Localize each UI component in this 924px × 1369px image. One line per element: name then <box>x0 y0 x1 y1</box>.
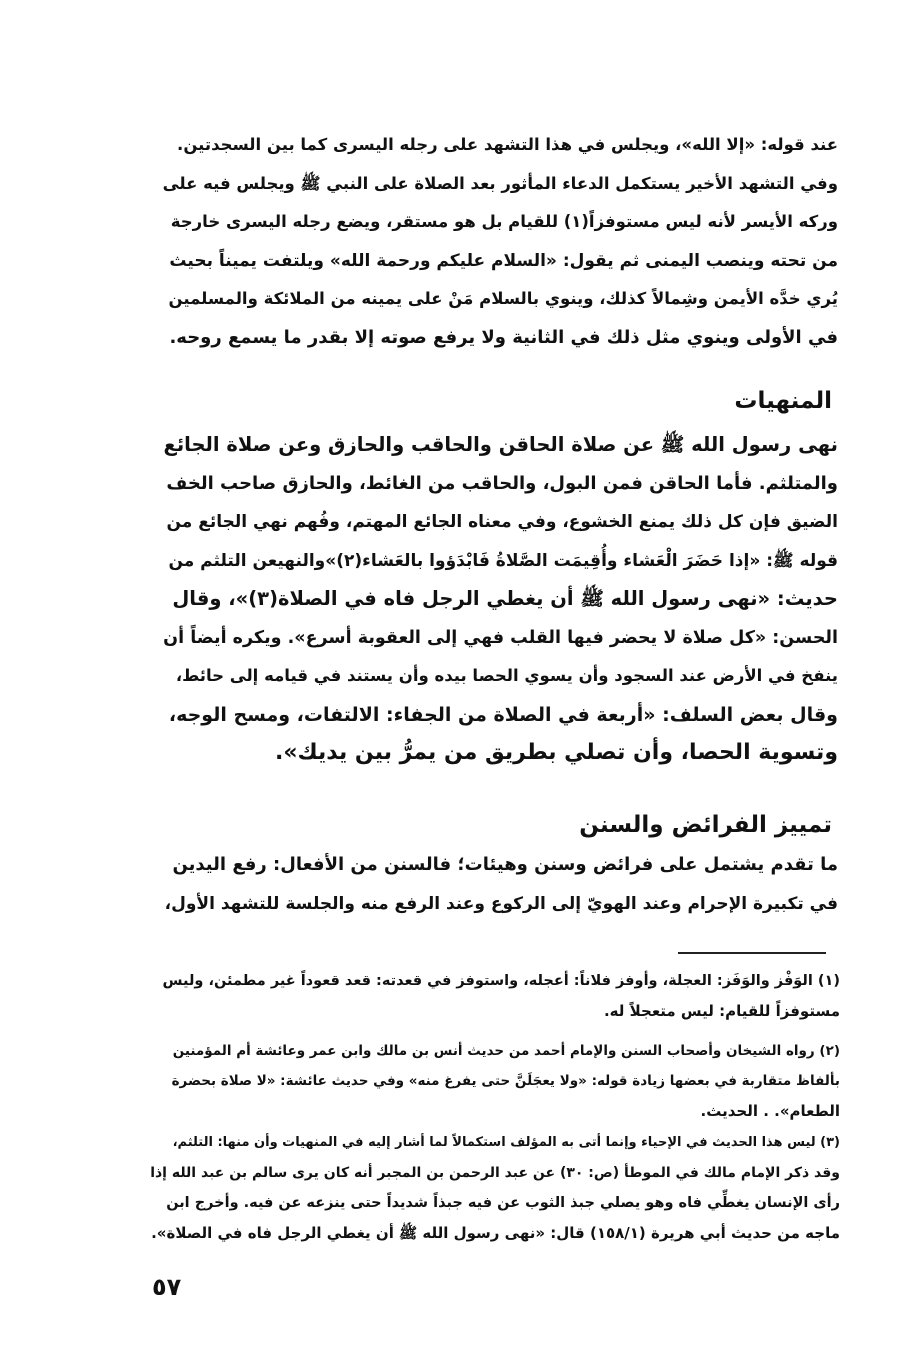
footnote-line: بألفاظ متقاربة في بعضها زيادة قوله: «ولا يعجَلَنَّ حتى يفرغ منه» وفي حديث عائشة: «لا صلاة بحضرة <box>171 1073 840 1089</box>
footnote-line: (٢) رواه الشيخان وأصحاب السنن والإمام أحمد من حديث أنس بن مالك وابن عمر وعائشة أم المؤمنين <box>172 1043 840 1059</box>
text-line: حديث: «نهى رسول الله ﷺ أن يغطي الرجل فاه في الصلاة(٣)»، وقال <box>172 587 838 610</box>
text-line: وفي التشهد الأخير يستكمل الدعاء المأثور بعد الصلاة على النبي ﷺ ويجلس فيه على <box>162 173 838 193</box>
paragraph-obligations-sunan <box>158 846 838 923</box>
text-line: وقال بعض السلف: «أربعة في الصلاة من الجفاء: الالتفات، ومسح الوجه، <box>168 703 838 726</box>
section-heading-obligations-sunan: تمييز الفرائض والسنن <box>579 812 832 838</box>
text-line: نهى رسول الله ﷺ عن صلاة الحاقن والحاقب والحازق وعن صلاة الجائع <box>163 433 838 456</box>
text-line: عند قوله: «إلا الله»، ويجلس في هذا التشهد على رجله اليسرى كما بين السجدتين. <box>177 135 838 154</box>
footnote-line: رأى الإنسان يغطِّي فاه وهو يصلي جبذ الثوب عن فيه جبذاً شديداً حتى ينزعه عن فيه. وأخرج ابن <box>166 1195 840 1211</box>
text-line: الحسن: «كل صلاة لا يحضر فيها القلب فهي إلى العقوبة أسرع». ويكره أيضاً أن <box>163 627 838 648</box>
text-line: ما تقدم يشتمل على فرائض وسنن وهيئات؛ فالسنن من الأفعال: رفع اليدين <box>172 854 838 875</box>
footnote-line: (٣) ليس هذا الحديث في الإحياء وإنما أتى به المؤلف استكمالاً لما أشار إليه في المنهيات وأن منها: التلثم، <box>172 1135 840 1150</box>
text-line: في تكبيرة الإحرام وعند الهويّ إلى الركوع وعند الرفع منه والجلسة للتشهد الأول، <box>164 893 838 914</box>
paragraph-prohibitions <box>158 426 838 773</box>
paragraph-tashahhud <box>158 126 838 357</box>
text-line: وتسوية الحصا، وأن تصلي بطريق من يمرُّ بين يديك». <box>274 740 838 765</box>
footnote-1 <box>150 966 840 1026</box>
footnote-line: مستوفزاً للقيام: ليس متعجلاً له. <box>603 1002 840 1020</box>
text-line: الضيق فإن كل ذلك يمنع الخشوع، وفي معناه الجائع المهتم، وفُهم نهي الجائع من <box>166 512 838 532</box>
text-line: من تحته وينصب اليمنى ثم يقول: «السلام عليكم ورحمة الله» ويلتفت يميناً بحيث <box>169 250 838 271</box>
text-line: يُري خدَّه الأيمن وشِمالاً كذلك، وينوي بالسلام مَنْ على يمينه من الملائكة والمسلمين <box>168 289 838 308</box>
text-line: وركه الأيسر لأنه ليس مستوفزاً(١) للقيام بل هو مستقر، ويضع رجله اليسرى خارجة <box>170 212 838 231</box>
section-heading-prohibitions: المنهيات <box>734 388 832 414</box>
footnote-separator <box>678 952 826 954</box>
text-line: قوله ﷺ: «إذا حَضَرَ الْعَشاء وأُقِيمَت الصَّلاةُ فَابْدَؤوا بالعَشاء(٢)»والنهيعن التلثم من <box>168 550 838 571</box>
footnote-line: ماجه من حديث أبي هريرة (١٥٨/١) قال: «نهى رسول الله ﷺ أن يغطي الرجل فاه في الصلاة». <box>151 1224 840 1242</box>
footnote-line: (١) الوَفْز والوَفَز: العجلة، وأوفز فلاناً: أعجله، واستوفز في قعدته: قعد قعوداً غير مطمئن، وليس <box>162 973 840 989</box>
footnote-line: الطعام». . الحديث. <box>700 1102 840 1120</box>
footnote-line: وقد ذكر الإمام مالك في الموطأ (ص: ٣٠) عن عبد الرحمن بن المجبر أنه كان يرى سالم بن عبد الله إذا <box>150 1165 840 1181</box>
text-line: ينفخ في الأرض عند السجود وأن يسوي الحصا بيده وأن يستند في قيامه إلى حائط، <box>175 666 838 685</box>
footnote-2 <box>150 1036 840 1126</box>
text-line: في الأولى وينوي مثل ذلك في الثانية ولا يرفع صوته إلا بقدر ما يسمع روحه. <box>169 326 838 348</box>
footnote-3 <box>150 1128 840 1248</box>
page-number: ٥٧ <box>152 1273 182 1301</box>
text-line: والمتلثم. فأما الحاقن فمن البول، والحاقب من الغائط، والحازق صاحب الخف <box>166 472 838 494</box>
